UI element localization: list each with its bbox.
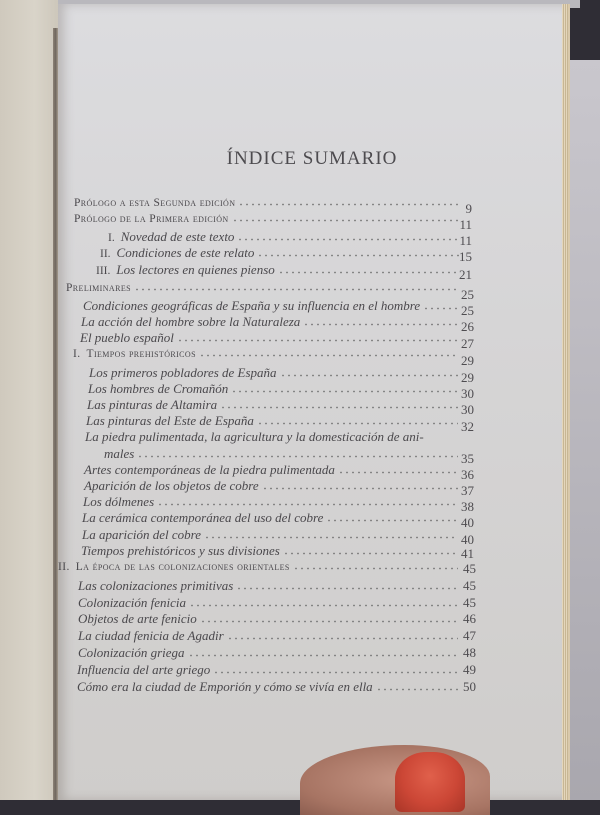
toc-entry xyxy=(78,628,476,644)
dot-leader xyxy=(204,536,458,539)
toc-entry-title: Los primeros pobladores de España xyxy=(89,365,277,380)
toc-entry xyxy=(84,478,474,498)
toc-entry xyxy=(100,245,472,264)
dot-leader xyxy=(236,587,458,590)
toc-entry xyxy=(86,413,474,434)
dot-leader xyxy=(278,271,459,274)
dot-leader xyxy=(200,620,458,623)
toc-entry-title: Colonización fenicia xyxy=(78,595,186,610)
toc-page-number: 47 xyxy=(463,628,476,643)
toc-page-number: 46 xyxy=(463,611,476,626)
dot-leader xyxy=(257,422,458,425)
toc-page-number: 50 xyxy=(463,679,476,694)
toc-entry-title: Los hombres de Cromañón xyxy=(88,381,229,396)
toc-entry xyxy=(66,282,474,302)
toc-entry xyxy=(78,578,476,594)
toc-entry xyxy=(74,213,472,232)
toc-entry xyxy=(74,197,472,216)
toc-entry-text: Los lectores en quienes pienso xyxy=(116,262,275,277)
toc-entry-title: La acción del hombre sobre la Naturaleza xyxy=(81,314,301,329)
dot-leader xyxy=(303,323,458,326)
toc-entry xyxy=(82,527,474,547)
dot-leader xyxy=(227,637,458,640)
dot-leader xyxy=(134,288,458,291)
toc-page-number: 45 xyxy=(463,595,476,610)
chapter-numeral: I. xyxy=(108,232,115,244)
toc-entry-title xyxy=(108,229,237,245)
toc-entry-text: Novedad de este texto xyxy=(120,229,235,244)
toc-entry-title: Tiempos prehistóricos y sus divisiones xyxy=(81,543,280,558)
toc-entry xyxy=(78,595,476,611)
toc-page-number: 36 xyxy=(461,467,474,482)
chapter-numeral: II. xyxy=(58,561,70,573)
toc-page-number: 40 xyxy=(461,532,474,547)
painted-fingernail xyxy=(395,752,465,812)
toc-entry-title: La cerámica contemporánea del uso del cobre xyxy=(82,510,324,525)
toc-entry-title: Las pinturas del Este de España xyxy=(86,413,254,428)
toc-page-number: 41 xyxy=(461,546,474,561)
toc-page-number: 49 xyxy=(463,662,476,677)
toc-entry-continuation xyxy=(104,446,474,466)
toc-entry xyxy=(77,662,476,678)
toc-page-number: 21 xyxy=(459,267,472,282)
toc-entry-title: Artes contemporáneas de la piedra pulimentada xyxy=(84,462,335,477)
toc-entry xyxy=(81,314,474,334)
toc-page-number: 25 xyxy=(461,303,474,318)
dot-leader xyxy=(326,519,458,522)
toc-page-number: 30 xyxy=(461,402,474,417)
dot-leader xyxy=(220,406,458,409)
toc-entry-title: Prólogo a esta Segunda edición xyxy=(74,197,236,209)
toc-entry-text: La época de las colonizaciones orientales xyxy=(75,561,290,573)
toc-page-number: 48 xyxy=(463,645,476,660)
toc-entry-text: Tiempos prehistóricos xyxy=(86,348,196,360)
toc-page-number: 26 xyxy=(461,319,474,334)
toc-entry xyxy=(82,510,474,530)
toc-page-number: 45 xyxy=(463,578,476,593)
toc-entry xyxy=(78,645,476,661)
toc-entry xyxy=(78,611,476,627)
toc-entry-title xyxy=(96,262,278,278)
toc-entry xyxy=(80,330,474,351)
dot-leader xyxy=(293,567,458,570)
toc-entry xyxy=(108,229,472,248)
chapter-numeral: III. xyxy=(96,265,111,277)
toc-entry xyxy=(84,462,474,482)
dot-leader xyxy=(238,203,459,206)
dot-leader xyxy=(338,471,458,474)
toc-entry xyxy=(83,494,474,514)
toc-page-number: 25 xyxy=(461,287,474,302)
dot-leader xyxy=(232,219,459,222)
chapter-numeral: II. xyxy=(100,248,111,260)
toc-page-number: 11 xyxy=(459,217,472,232)
chapter-numeral: I. xyxy=(73,348,81,360)
dot-leader xyxy=(199,354,458,357)
toc-entry xyxy=(73,348,474,368)
toc-entry-title: Cómo era la ciudad de Emporión y cómo se vivía en ella xyxy=(77,679,373,694)
dot-leader xyxy=(280,374,458,377)
dot-leader xyxy=(188,654,458,657)
dot-leader xyxy=(177,339,458,342)
toc-entry-title: Aparición de los objetos de cobre xyxy=(84,478,259,493)
toc-page-number: 29 xyxy=(461,353,474,368)
toc-entry-title xyxy=(100,245,257,261)
toc-entry-title-continuation: males xyxy=(104,446,135,461)
toc-page-number: 45 xyxy=(463,561,476,576)
toc-entry-title: Los dólmenes xyxy=(83,494,155,509)
toc-entry xyxy=(85,429,465,445)
toc-entry xyxy=(77,679,476,695)
toc-page-number: 30 xyxy=(461,386,474,401)
toc-entry-title: Las pinturas de Altamira xyxy=(87,397,218,412)
dot-leader xyxy=(231,390,458,393)
toc-entry-title: La ciudad fenicia de Agadir xyxy=(78,628,224,643)
toc-entry-title: El pueblo español xyxy=(80,330,174,345)
dot-leader xyxy=(283,552,458,555)
toc-entry-title: Preliminares xyxy=(66,282,131,294)
dot-leader xyxy=(376,688,458,691)
dot-leader xyxy=(237,238,459,241)
toc-entry-text: Condiciones de este relato xyxy=(116,245,255,260)
dot-leader xyxy=(189,604,458,607)
toc-entry-title: Las colonizaciones primitivas xyxy=(78,578,234,593)
toc-entry-title xyxy=(73,348,199,360)
toc-entry xyxy=(96,262,472,282)
toc-page-number: 15 xyxy=(459,249,472,264)
toc-entry-title xyxy=(58,561,293,573)
toc-entry-title: Colonización griega xyxy=(78,645,185,660)
toc-page-number: 32 xyxy=(461,419,474,434)
toc-entry-title: Condiciones geográficas de España y su influencia en el hombre xyxy=(83,298,421,313)
dot-leader xyxy=(213,671,458,674)
toc-entry-title: La piedra pulimentada, la agricultura y la domesticación de ani- xyxy=(85,429,424,444)
toc-entry xyxy=(83,298,474,318)
toc-entry-title: La aparición del cobre xyxy=(82,527,202,542)
toc-page-number: 40 xyxy=(461,515,474,530)
toc-entry xyxy=(81,543,474,561)
toc-entry xyxy=(58,561,476,577)
toc-entry xyxy=(87,397,474,417)
toc-entry-title: Prólogo de la Primera edición xyxy=(74,213,229,225)
dot-leader xyxy=(257,254,459,257)
toc-page-number: 9 xyxy=(465,201,472,216)
dot-leader xyxy=(262,487,458,490)
toc-entry-title: Influencia del arte griego xyxy=(77,662,211,677)
toc-page-number: 11 xyxy=(459,233,472,248)
page-title: ÍNDICE SUMARIO xyxy=(226,148,398,169)
toc-entry xyxy=(89,365,474,385)
toc-page-number: 27 xyxy=(461,336,474,351)
toc-entry-title: Objetos de arte fenicio xyxy=(78,611,197,626)
dot-leader xyxy=(157,503,458,506)
toc-page-number: 38 xyxy=(461,499,474,514)
toc-page-number: 35 xyxy=(461,451,474,466)
dot-leader xyxy=(137,455,458,458)
toc-entry xyxy=(88,381,474,401)
toc-page-number: 29 xyxy=(461,370,474,385)
toc-page-number: 37 xyxy=(461,483,474,498)
